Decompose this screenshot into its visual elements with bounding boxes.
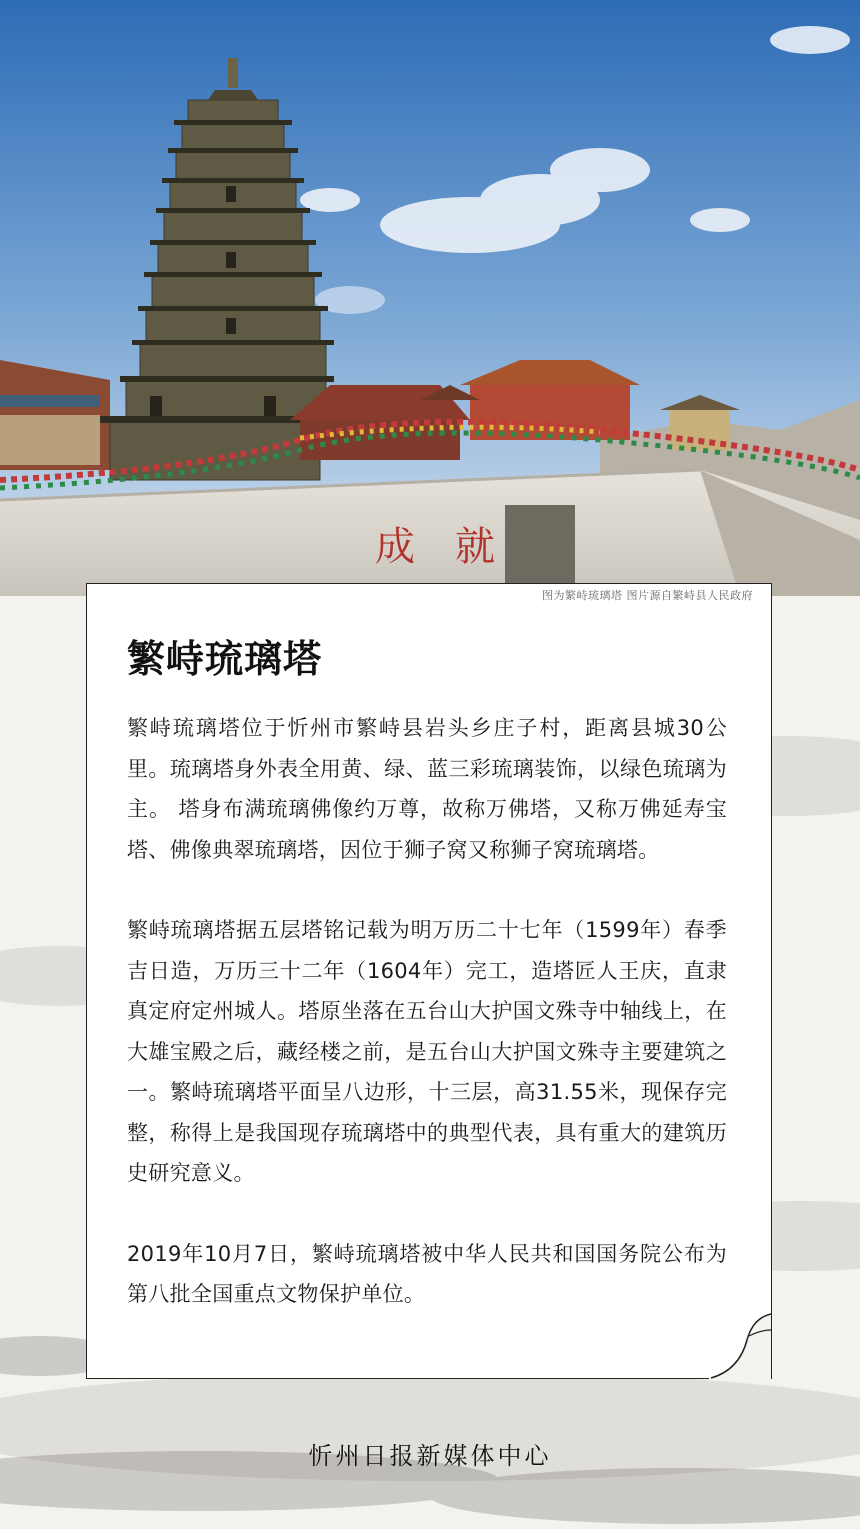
- photo-caption: 图为繁峙琉璃塔 图片源自繁峙县人民政府: [542, 589, 753, 602]
- paragraph-location: 繁峙琉璃塔位于忻州市繁峙县岩头乡庄子村，距离县城30公里。琉璃塔身外表全用黄、绿、蓝三彩琉璃装饰，以绿色琉璃为主。 塔身布满琉璃佛像约万尊，故称万佛塔，又称万佛延寿宝塔、佛像典翠琉璃塔，因位于狮子窝又称狮子窝琉璃塔。: [127, 716, 727, 862]
- paragraph-history: 繁峙琉璃塔据五层塔铭记载为明万历二十七年（1599年）春季吉日造，万历三十二年（1604年）完工，造塔匠人王庆，直隶真定府定州城人。塔原坐落在五台山大护国文殊寺中轴线上，在大雄宝殿之后，藏经楼之前，是五台山大护国文殊寺主要建筑之一。繁峙琉璃塔平面呈八边形，十三层，高31.55米，现保存完整，称得上是我国现存琉璃塔中的典型代表，具有重大的建筑历史研究意义。: [127, 918, 727, 1185]
- hero-photo: [0, 0, 860, 596]
- article-body: [127, 708, 727, 1355]
- paragraph-protection: 2019年10月7日，繁峙琉璃塔被中华人民共和国国务院公布为第八批全国重点文物保护单位。: [127, 1241, 727, 1306]
- page-title: 繁峙琉璃塔: [127, 637, 323, 681]
- info-card: [86, 583, 772, 1379]
- page-curl-icon: [709, 1300, 773, 1380]
- publisher-footer: 忻州日报新媒体中心: [308, 1442, 552, 1470]
- pagoda-scene: [0, 0, 860, 596]
- wall-inscription: 成就: [375, 524, 535, 570]
